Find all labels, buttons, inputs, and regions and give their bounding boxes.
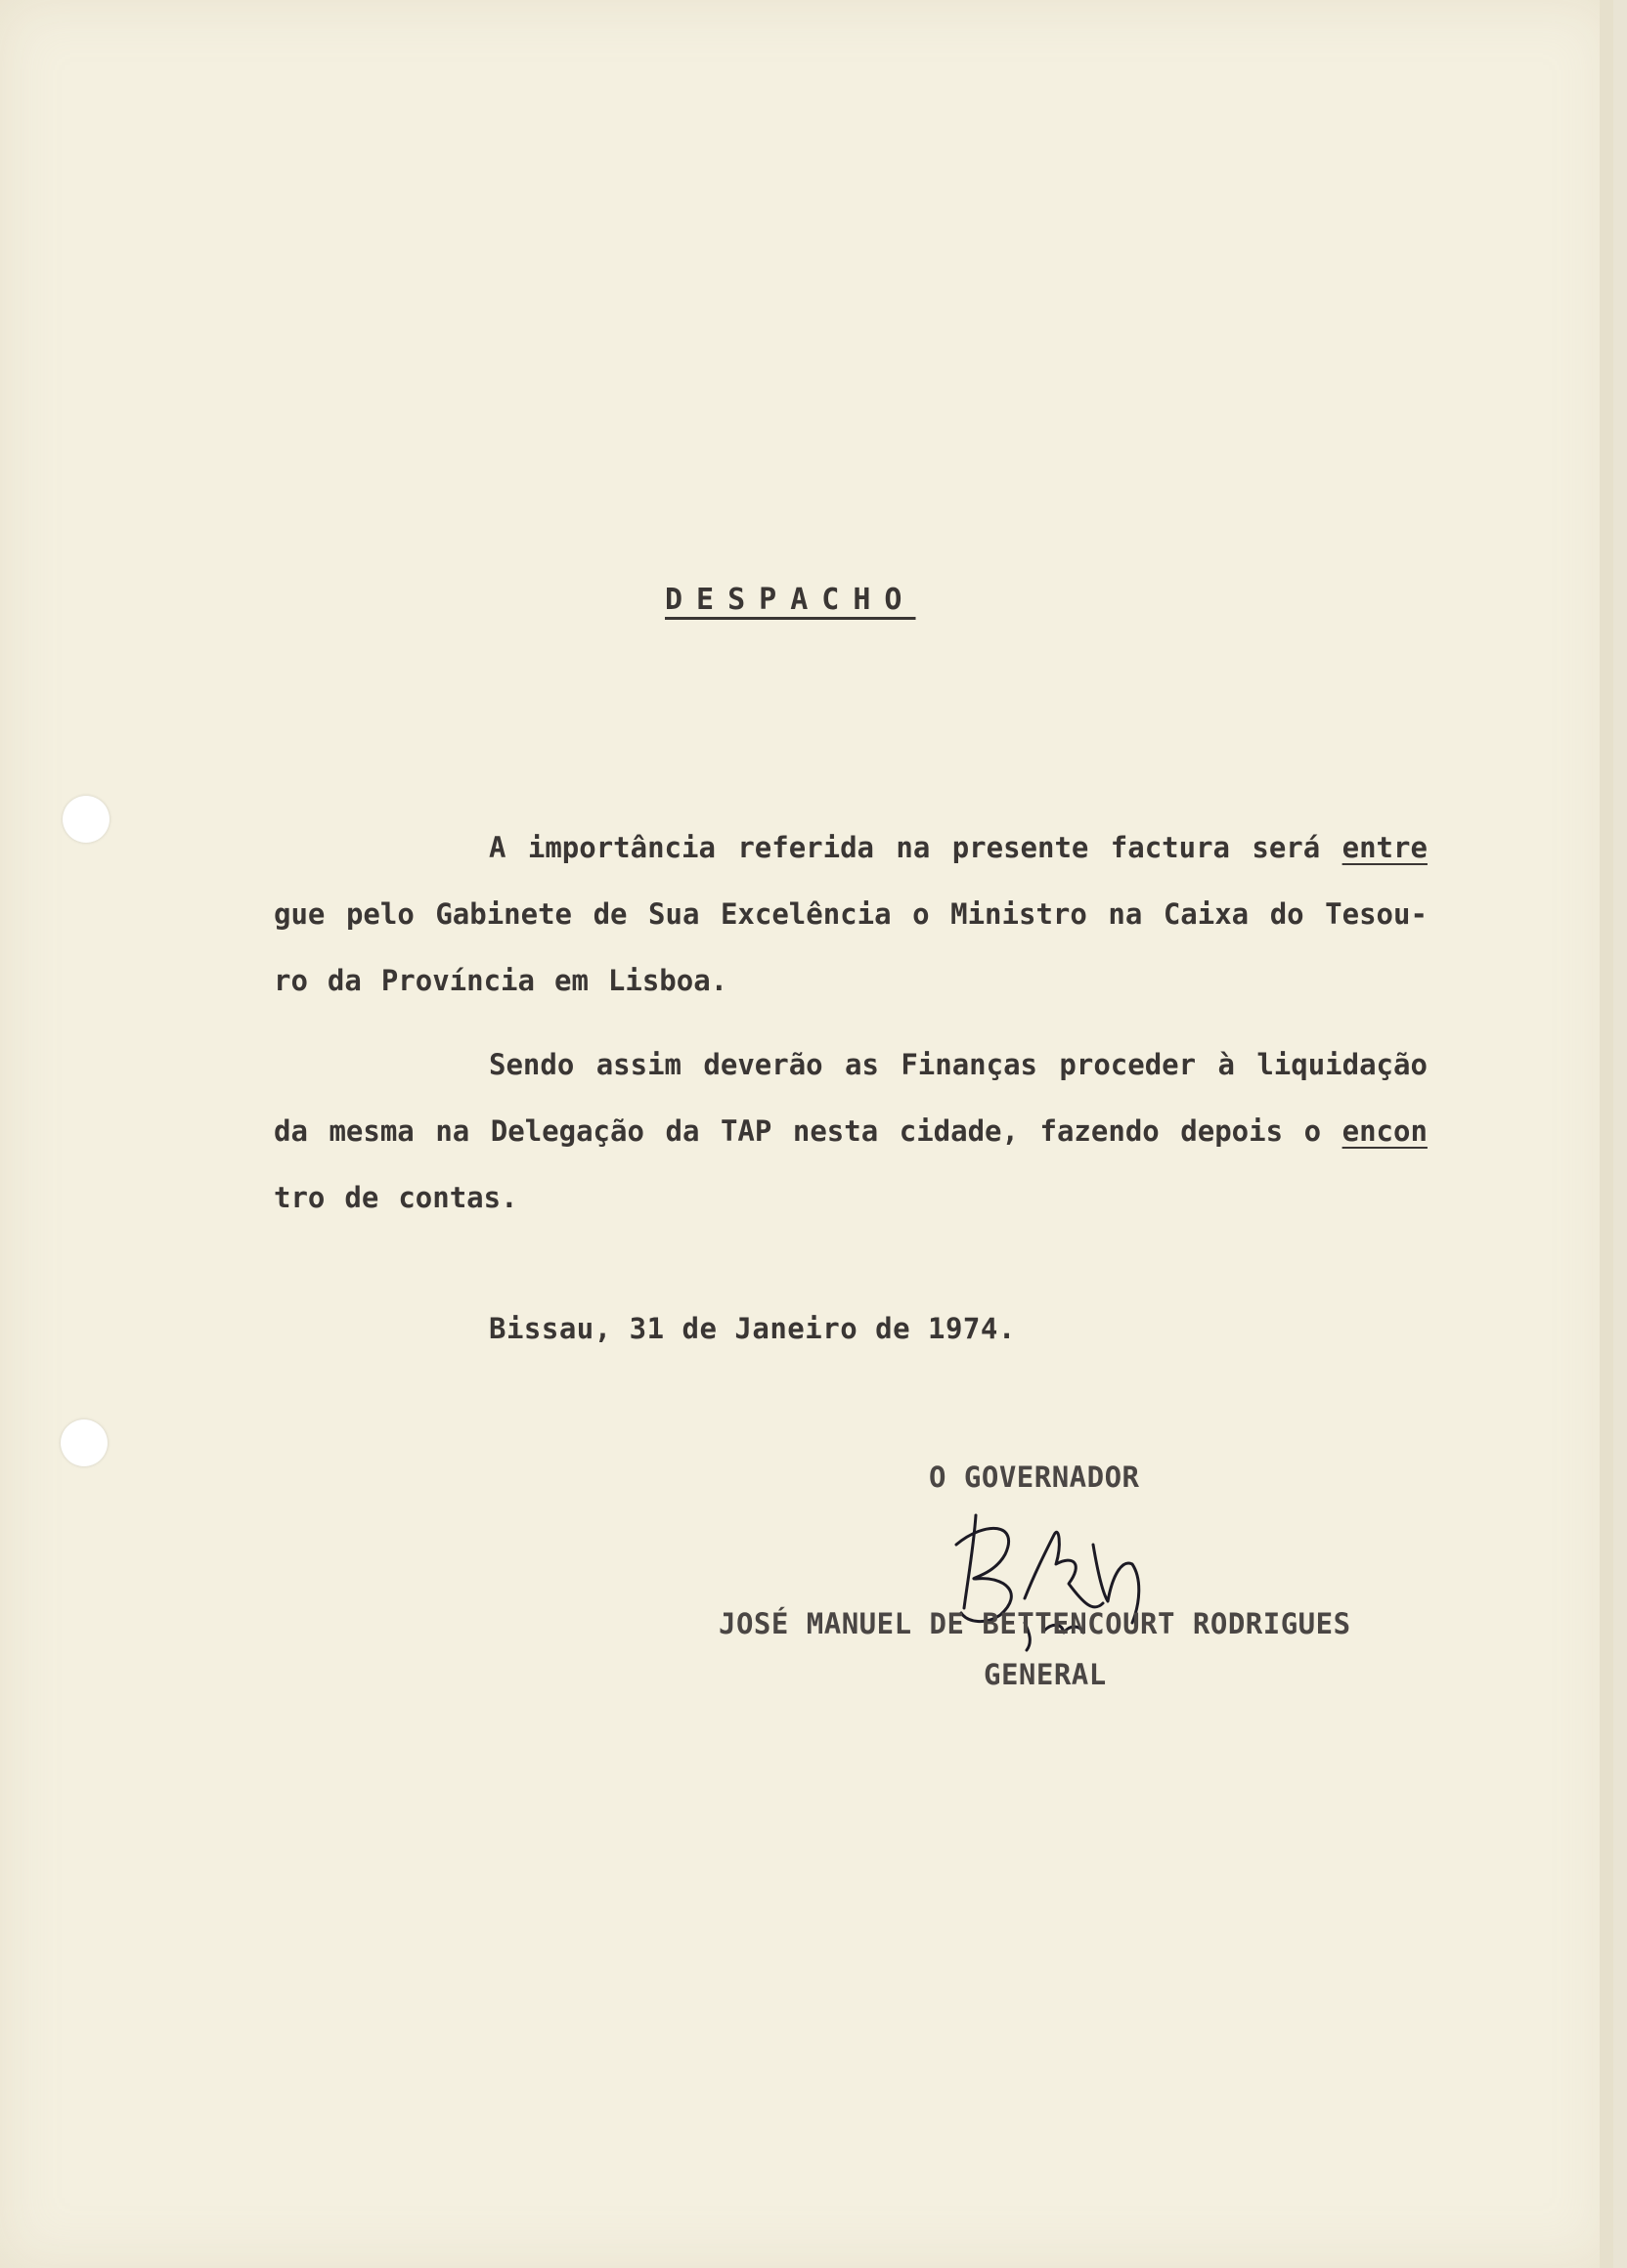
word: nesta — [792, 1114, 879, 1148]
word: Excelência — [720, 897, 892, 931]
word: do — [1269, 897, 1304, 931]
word: liquidação — [1256, 1048, 1428, 1081]
place-date: Bissau, 31 de Janeiro de 1974. — [489, 1312, 1016, 1345]
word: depois — [1180, 1114, 1284, 1148]
punch-hole-top — [63, 796, 110, 843]
word: fazendo — [1039, 1114, 1160, 1148]
word: tro — [274, 1181, 326, 1214]
word: será — [1252, 831, 1321, 864]
paragraph-2-line-3 — [274, 1181, 1428, 1214]
word: as — [845, 1048, 879, 1081]
paragraph-1-line-3 — [274, 964, 1428, 997]
word: Finanças — [901, 1048, 1038, 1081]
word: A — [489, 831, 506, 864]
word: o — [1303, 1114, 1322, 1148]
word: referida — [737, 831, 874, 864]
word: da — [327, 964, 362, 997]
word: gue — [274, 897, 326, 931]
signatory-rank: GENERAL — [984, 1658, 1107, 1691]
word: Sendo — [489, 1048, 575, 1081]
word: mesma — [329, 1114, 415, 1148]
word: Caixa — [1163, 897, 1250, 931]
word: à — [1217, 1048, 1235, 1081]
word: deverão — [703, 1048, 823, 1081]
word: importância — [527, 831, 716, 864]
word: de — [344, 1181, 379, 1214]
document-title: DESPACHO — [665, 583, 916, 617]
word: Tesou- — [1325, 897, 1428, 931]
word-underlined: encon — [1341, 1114, 1428, 1148]
word: presente — [951, 831, 1089, 864]
word: em — [553, 964, 589, 997]
paragraph-1-line-1 — [489, 831, 1428, 864]
signatory-name: JOSÉ MANUEL DE BETTENCOURT RODRIGUES — [719, 1607, 1351, 1640]
punch-hole-bottom — [61, 1419, 108, 1466]
word: Gabinete — [435, 897, 573, 931]
word: na — [1108, 897, 1143, 931]
word: pelo — [345, 897, 415, 931]
paragraph-2-line-2 — [274, 1114, 1428, 1148]
word: Sua — [648, 897, 700, 931]
word: cidade, — [899, 1114, 1019, 1148]
paragraph-2-line-1 — [489, 1048, 1428, 1081]
word: da — [665, 1114, 700, 1148]
word: da — [274, 1114, 308, 1148]
word: na — [435, 1114, 470, 1148]
word: Ministro — [950, 897, 1087, 931]
word: o — [912, 897, 930, 931]
word: assim — [595, 1048, 682, 1081]
word: Lisboa. — [607, 964, 728, 997]
word: contas. — [398, 1181, 518, 1214]
word: ro — [274, 964, 308, 997]
word: proceder — [1059, 1048, 1197, 1081]
paper-edge — [1600, 0, 1613, 2268]
word: de — [593, 897, 628, 931]
word: Província — [380, 964, 535, 997]
word: Delegação — [490, 1114, 644, 1148]
word: na — [896, 831, 931, 864]
signatory-title: O GOVERNADOR — [929, 1461, 1140, 1494]
paragraph-1-line-2 — [274, 897, 1428, 931]
word-underlined: entre — [1341, 831, 1428, 864]
word: factura — [1110, 831, 1230, 864]
word: TAP — [720, 1114, 772, 1148]
